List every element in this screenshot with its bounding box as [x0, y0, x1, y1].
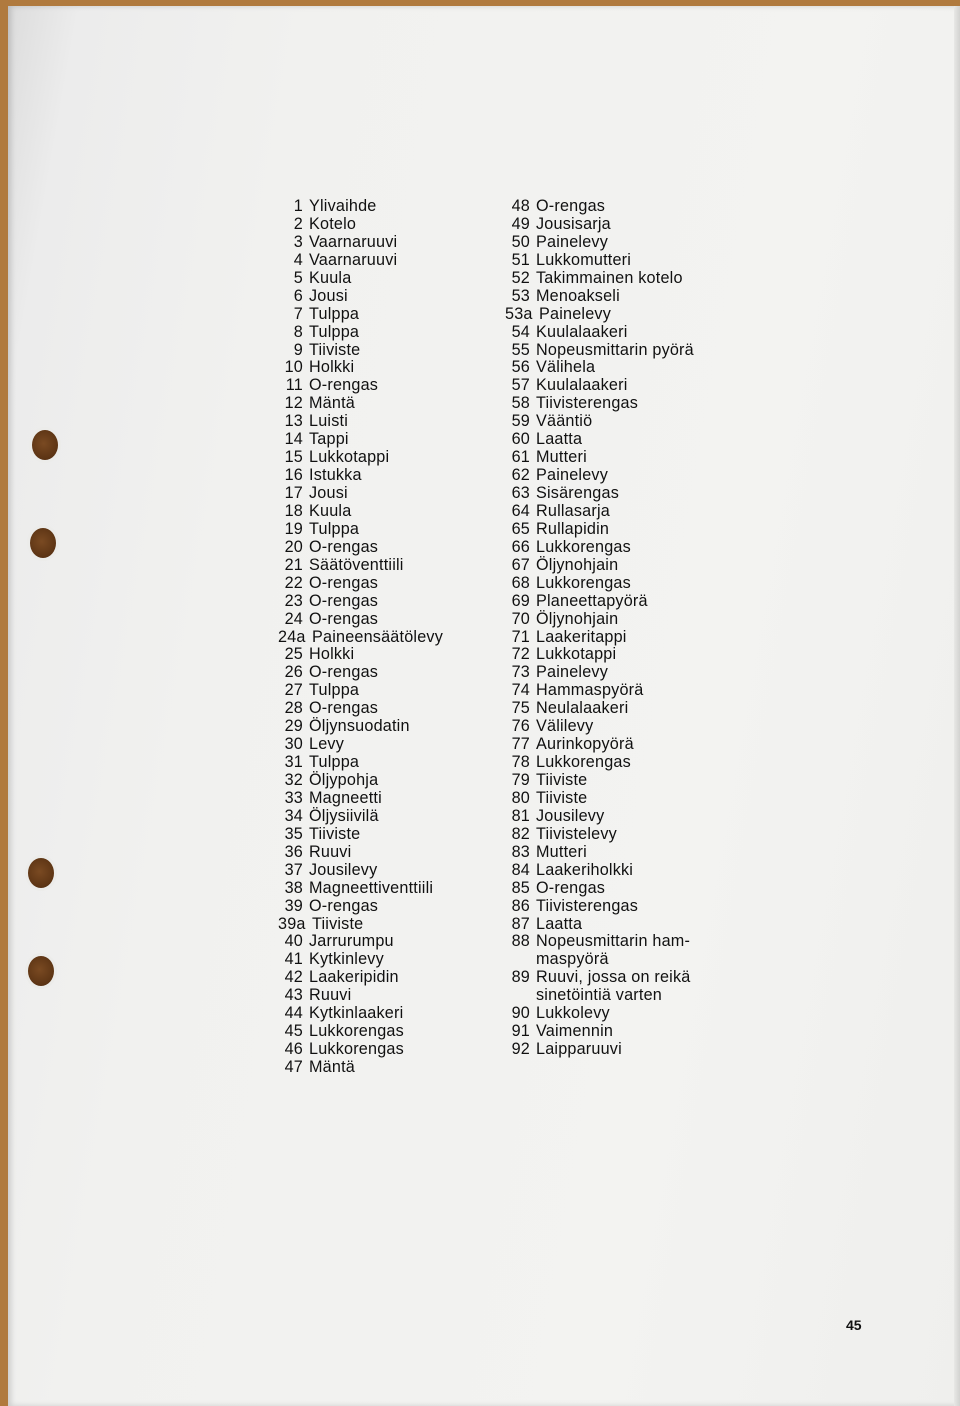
- part-number: 33: [284, 788, 303, 807]
- part-number: 67: [511, 555, 530, 574]
- part-name: Laakeritappi: [536, 627, 627, 646]
- part-number: 5: [293, 268, 303, 287]
- part-name: Takimmainen kotelo: [536, 268, 683, 287]
- part-number: 91: [511, 1022, 530, 1041]
- part-name: Rullasarja: [536, 501, 610, 520]
- part-number: 45: [284, 1022, 303, 1041]
- part-name: O-rengas: [536, 197, 606, 215]
- parts-list-item: [505, 377, 694, 395]
- parts-list-item: [505, 718, 694, 736]
- part-number: 46: [284, 1040, 303, 1059]
- part-number: 25: [284, 645, 303, 664]
- parts-list-item: [278, 736, 443, 754]
- page-number: 45: [846, 1317, 862, 1333]
- parts-list-item: [278, 467, 443, 485]
- part-number: 82: [511, 824, 530, 843]
- part-number: 71: [511, 627, 530, 646]
- part-name: Kuula: [309, 501, 352, 520]
- part-name: Menoakseli: [536, 286, 620, 305]
- parts-list-item: [505, 575, 694, 593]
- parts-list-item: [505, 933, 694, 951]
- part-name: Vaimennin: [536, 1022, 614, 1041]
- part-name: Öljysiivilä: [309, 806, 379, 825]
- parts-list-item: [505, 682, 694, 700]
- part-number: 73: [511, 663, 530, 682]
- part-number: 70: [511, 609, 530, 628]
- part-name: O-rengas: [309, 699, 379, 718]
- parts-list-item: [505, 844, 694, 862]
- part-number: 24: [284, 609, 303, 628]
- part-number: 62: [511, 466, 530, 485]
- parts-list-item: [278, 951, 443, 969]
- part-number: 43: [284, 986, 303, 1005]
- part-name: Nopeusmittarin ham-: [536, 932, 691, 951]
- part-name: Jousilevy: [309, 860, 378, 879]
- part-number: 24a: [278, 627, 306, 646]
- parts-list-item: [505, 413, 694, 431]
- parts-list-item: [505, 736, 694, 754]
- part-number: 39: [284, 896, 303, 915]
- part-number: 81: [511, 806, 530, 825]
- part-number: 53: [511, 286, 530, 305]
- part-name: Lukkorengas: [536, 573, 631, 592]
- binder-hole: [28, 858, 54, 888]
- parts-list-item: [505, 987, 694, 1005]
- part-number: 64: [511, 501, 530, 520]
- part-number: 15: [284, 448, 303, 467]
- part-number: 22: [284, 573, 303, 592]
- part-number: 4: [293, 250, 303, 269]
- part-name: Rullapidin: [536, 519, 610, 538]
- part-number: 48: [511, 197, 530, 215]
- part-number: 38: [284, 878, 303, 897]
- part-number: 54: [511, 322, 530, 341]
- parts-list-item: [278, 1041, 443, 1059]
- parts-list-item: [278, 916, 443, 934]
- parts-list-item: [278, 629, 443, 647]
- part-name: Jarrurumpu: [309, 932, 394, 951]
- part-number: 2: [293, 214, 303, 233]
- part-name: Painelevy: [536, 232, 608, 251]
- parts-list-item: [278, 790, 443, 808]
- parts-list-item: [505, 467, 694, 485]
- parts-list-item: [505, 539, 694, 557]
- parts-list-item: [505, 969, 694, 987]
- part-name: Mäntä: [309, 1058, 355, 1076]
- part-name: O-rengas: [536, 878, 606, 897]
- part-name: Aurinkopyörä: [536, 735, 634, 754]
- part-name: Kuulalaakeri: [536, 376, 628, 395]
- part-number: 49: [511, 214, 530, 233]
- parts-list-item: [278, 646, 443, 664]
- part-number: 58: [511, 394, 530, 413]
- part-number: 61: [511, 448, 530, 467]
- parts-list-item: [278, 844, 443, 862]
- part-name: Tiiviste: [309, 824, 361, 843]
- part-name: Laakeriholkki: [536, 860, 634, 879]
- part-name: O-rengas: [309, 573, 379, 592]
- part-number: 42: [284, 968, 303, 987]
- part-name: maspyörä: [536, 950, 609, 969]
- part-name: Öljynsuodatin: [309, 717, 410, 736]
- part-name: Jousilevy: [536, 806, 605, 825]
- parts-list-item: [278, 270, 443, 288]
- parts-list-item: [278, 377, 443, 395]
- part-name: Tulppa: [309, 304, 360, 323]
- parts-list-item: [278, 324, 443, 342]
- part-number: 68: [511, 573, 530, 592]
- parts-list-item: [505, 306, 694, 324]
- part-name: Jousisarja: [536, 214, 611, 233]
- parts-list-item: [505, 359, 694, 377]
- parts-list-item: [505, 593, 694, 611]
- part-number: 88: [511, 932, 530, 951]
- part-name: Hammaspyörä: [536, 681, 644, 700]
- part-name: Jousi: [309, 286, 348, 305]
- part-name: Laipparuuvi: [536, 1040, 622, 1059]
- part-number: 23: [284, 591, 303, 610]
- parts-list-item: [278, 431, 443, 449]
- part-name: Öljynohjain: [536, 555, 619, 574]
- parts-list-item: [278, 342, 443, 360]
- parts-list-item: [505, 1041, 694, 1059]
- parts-list-item: [505, 216, 694, 234]
- parts-list-item: [278, 898, 443, 916]
- part-number: 1: [293, 197, 303, 215]
- parts-list-item: [278, 987, 443, 1005]
- part-name: Öljynohjain: [536, 609, 619, 628]
- parts-list-item: [505, 234, 694, 252]
- part-number: 29: [284, 717, 303, 736]
- part-number: 16: [284, 466, 303, 485]
- parts-list-item: [278, 449, 443, 467]
- part-name: Lukkorengas: [309, 1040, 404, 1059]
- parts-list-item: [505, 754, 694, 772]
- part-name: Painelevy: [536, 663, 608, 682]
- parts-list-item: [278, 700, 443, 718]
- part-name: Vääntiö: [536, 412, 593, 431]
- part-name: Istukka: [309, 466, 362, 485]
- part-number: 72: [511, 645, 530, 664]
- parts-list-item: [278, 1023, 443, 1041]
- part-number: 26: [284, 663, 303, 682]
- part-number: 14: [284, 430, 303, 449]
- part-name: Paineensäätölevy: [312, 627, 443, 646]
- part-number: 63: [511, 484, 530, 502]
- part-name: Lukkorengas: [536, 753, 631, 772]
- part-name: Kuula: [309, 268, 352, 287]
- parts-list-item: [505, 342, 694, 360]
- parts-list-item: [278, 826, 443, 844]
- part-name: Tulppa: [309, 753, 360, 772]
- parts-list-item: [278, 862, 443, 880]
- part-number: 30: [284, 735, 303, 754]
- part-number: 53a: [505, 304, 533, 323]
- parts-list-item: [505, 611, 694, 629]
- part-name: Tiiviste: [536, 771, 588, 789]
- parts-list-item: [505, 1005, 694, 1023]
- part-name: Planeettapyörä: [536, 591, 648, 610]
- part-name: Ruuvi, jossa on reikä: [536, 968, 691, 987]
- parts-list-item: [505, 772, 694, 790]
- part-name: Neulalaakeri: [536, 699, 629, 718]
- part-number: 41: [284, 950, 303, 969]
- parts-list-item: [278, 808, 443, 826]
- part-name: Vaarnaruuvi: [309, 250, 398, 269]
- part-number: 89: [511, 968, 530, 987]
- parts-list-item: [505, 646, 694, 664]
- part-name: Sisärengas: [536, 484, 619, 502]
- document-page: [8, 6, 960, 1406]
- part-name: Tappi: [309, 430, 349, 449]
- parts-list-item: [278, 288, 443, 306]
- part-number: 60: [511, 430, 530, 449]
- parts-list-item: [278, 521, 443, 539]
- parts-list-item: [505, 826, 694, 844]
- parts-list-item: [505, 862, 694, 880]
- parts-list-item: [505, 790, 694, 808]
- part-number: 51: [511, 250, 530, 269]
- parts-list-item: [278, 557, 443, 575]
- part-name: Holkki: [309, 645, 355, 664]
- parts-list-item: [278, 772, 443, 790]
- part-number: 79: [511, 771, 530, 789]
- part-number: 75: [511, 699, 530, 718]
- part-number: 76: [511, 717, 530, 736]
- part-number: 57: [511, 376, 530, 395]
- part-name: Laatta: [536, 914, 583, 933]
- parts-list-item: [278, 664, 443, 682]
- part-name: Mäntä: [309, 394, 355, 413]
- part-name: Kotelo: [309, 214, 357, 233]
- parts-list-item: [278, 413, 443, 431]
- part-number: 27: [284, 681, 303, 700]
- part-number: 18: [284, 501, 303, 520]
- parts-list-item: [505, 198, 694, 216]
- part-name: Mutteri: [536, 448, 587, 467]
- parts-list-item: [278, 754, 443, 772]
- part-name: Säätöventtiili: [309, 555, 404, 574]
- part-name: Lukkolevy: [536, 1004, 610, 1023]
- part-number: 78: [511, 753, 530, 772]
- part-name: Magneettiventtiili: [309, 878, 434, 897]
- part-name: Välihela: [536, 358, 596, 377]
- part-name: Tiiviste: [309, 340, 361, 359]
- part-name: O-rengas: [309, 663, 379, 682]
- part-name: O-rengas: [309, 591, 379, 610]
- part-name: Painelevy: [536, 466, 608, 485]
- parts-list-item: [505, 898, 694, 916]
- part-number: 50: [511, 232, 530, 251]
- parts-list-item: [505, 252, 694, 270]
- parts-list-item: [505, 629, 694, 647]
- part-number: 13: [284, 412, 303, 431]
- parts-list-item: [505, 880, 694, 898]
- part-number: 83: [511, 842, 530, 861]
- part-name: Luisti: [309, 412, 348, 431]
- parts-list-item: [278, 575, 443, 593]
- part-name: Tulppa: [309, 519, 360, 538]
- parts-list-item: [278, 306, 443, 324]
- parts-list-item: [278, 969, 443, 987]
- part-number: 85: [511, 878, 530, 897]
- parts-list-item: [278, 216, 443, 234]
- part-number: 20: [284, 537, 303, 556]
- part-name: O-rengas: [309, 376, 379, 395]
- parts-list-item: [278, 395, 443, 413]
- part-number: 17: [284, 484, 303, 502]
- part-number: 59: [511, 412, 530, 431]
- parts-list-item: [505, 557, 694, 575]
- part-name: Ruuvi: [309, 986, 352, 1005]
- part-number: 31: [284, 753, 303, 772]
- part-name: Lukkomutteri: [536, 250, 632, 269]
- parts-list-item: [278, 1005, 443, 1023]
- part-name: O-rengas: [309, 537, 379, 556]
- part-number: 34: [284, 806, 303, 825]
- parts-list-item: [278, 593, 443, 611]
- parts-list-item: [278, 198, 443, 216]
- part-name: sinetöintiä varten: [536, 986, 662, 1005]
- part-number: 21: [284, 555, 303, 574]
- part-number: 8: [293, 322, 303, 341]
- binder-hole: [30, 528, 56, 558]
- part-number: 86: [511, 896, 530, 915]
- part-name: Tiivistelevy: [536, 824, 617, 843]
- part-name: Magneetti: [309, 788, 382, 807]
- part-name: Välilevy: [536, 717, 594, 736]
- page-edge: [954, 6, 960, 1406]
- part-name: Levy: [309, 735, 344, 754]
- part-number: 36: [284, 842, 303, 861]
- parts-list-item: [505, 808, 694, 826]
- part-number: 84: [511, 860, 530, 879]
- part-name: Laakeripidin: [309, 968, 399, 987]
- parts-list-left: [278, 198, 443, 1077]
- part-number: 74: [511, 681, 530, 700]
- part-name: Tiiviste: [536, 788, 588, 807]
- part-number: 65: [511, 519, 530, 538]
- part-number: 6: [293, 286, 303, 305]
- part-number: 28: [284, 699, 303, 718]
- part-number: 9: [293, 340, 303, 359]
- part-name: Ruuvi: [309, 842, 352, 861]
- part-name: Vaarnaruuvi: [309, 232, 398, 251]
- part-number: 92: [511, 1040, 530, 1059]
- part-name: Öljypohja: [309, 771, 379, 789]
- parts-list-item: [278, 539, 443, 557]
- part-name: Lukkotappi: [536, 645, 617, 664]
- parts-list-item: [505, 395, 694, 413]
- part-name: Painelevy: [539, 304, 611, 323]
- parts-list-item: [505, 951, 694, 969]
- parts-list-item: [278, 718, 443, 736]
- part-name: Lukkotappi: [309, 448, 390, 467]
- part-name: Ylivaihde: [309, 197, 377, 215]
- part-number: 80: [511, 788, 530, 807]
- part-number: 40: [284, 932, 303, 951]
- part-number: 12: [284, 394, 303, 413]
- parts-list-item: [505, 664, 694, 682]
- binder-hole: [28, 956, 54, 986]
- parts-list-item: [278, 1059, 443, 1077]
- part-number: 35: [284, 824, 303, 843]
- parts-list-item: [505, 521, 694, 539]
- part-number: 87: [511, 914, 530, 933]
- part-number: 90: [511, 1004, 530, 1023]
- parts-list-item: [278, 933, 443, 951]
- part-name: Tiiviste: [312, 914, 364, 933]
- part-number: 55: [511, 340, 530, 359]
- part-number: 39a: [278, 914, 306, 933]
- parts-list-item: [505, 324, 694, 342]
- parts-list-item: [278, 359, 443, 377]
- part-name: Tiivisterengas: [536, 394, 639, 413]
- part-number: 11: [285, 376, 303, 395]
- parts-list-item: [505, 485, 694, 503]
- part-name: O-rengas: [309, 609, 379, 628]
- parts-list-item: [278, 682, 443, 700]
- part-number: 3: [293, 232, 303, 251]
- part-name: Laatta: [536, 430, 583, 449]
- parts-list-item: [278, 234, 443, 252]
- part-number: 10: [284, 358, 303, 377]
- part-name: Lukkorengas: [536, 537, 631, 556]
- part-name: Tulppa: [309, 681, 360, 700]
- part-number: 7: [293, 304, 303, 323]
- part-number: 52: [511, 268, 530, 287]
- part-number: 69: [511, 591, 530, 610]
- part-name: Nopeusmittarin pyörä: [536, 340, 694, 359]
- parts-list-item: [505, 700, 694, 718]
- part-name: O-rengas: [309, 896, 379, 915]
- parts-list-right: [505, 198, 694, 1059]
- parts-list-item: [505, 503, 694, 521]
- parts-list-item: [278, 611, 443, 629]
- part-number: 77: [511, 735, 530, 754]
- part-name: Kytkinlevy: [309, 950, 384, 969]
- part-number: 37: [284, 860, 303, 879]
- part-name: Lukkorengas: [309, 1022, 404, 1041]
- part-number: 32: [284, 771, 303, 789]
- parts-list-item: [505, 916, 694, 934]
- parts-list-item: [505, 1023, 694, 1041]
- part-name: Mutteri: [536, 842, 587, 861]
- parts-list-item: [278, 485, 443, 503]
- part-name: Kytkinlaakeri: [309, 1004, 404, 1023]
- parts-list-item: [278, 880, 443, 898]
- parts-list-item: [505, 270, 694, 288]
- parts-list-item: [505, 288, 694, 306]
- part-name: Jousi: [309, 484, 348, 502]
- parts-list-item: [505, 449, 694, 467]
- binder-hole: [32, 430, 58, 460]
- part-name: Tulppa: [309, 322, 360, 341]
- part-number: 19: [284, 519, 303, 538]
- part-number: 44: [284, 1004, 303, 1023]
- part-number: 47: [284, 1058, 303, 1076]
- parts-list-item: [278, 503, 443, 521]
- parts-list-item: [278, 252, 443, 270]
- part-number: 66: [511, 537, 530, 556]
- part-name: Tiivisterengas: [536, 896, 639, 915]
- part-name: Kuulalaakeri: [536, 322, 628, 341]
- part-name: Holkki: [309, 358, 355, 377]
- part-number: 56: [511, 358, 530, 377]
- parts-list-item: [505, 431, 694, 449]
